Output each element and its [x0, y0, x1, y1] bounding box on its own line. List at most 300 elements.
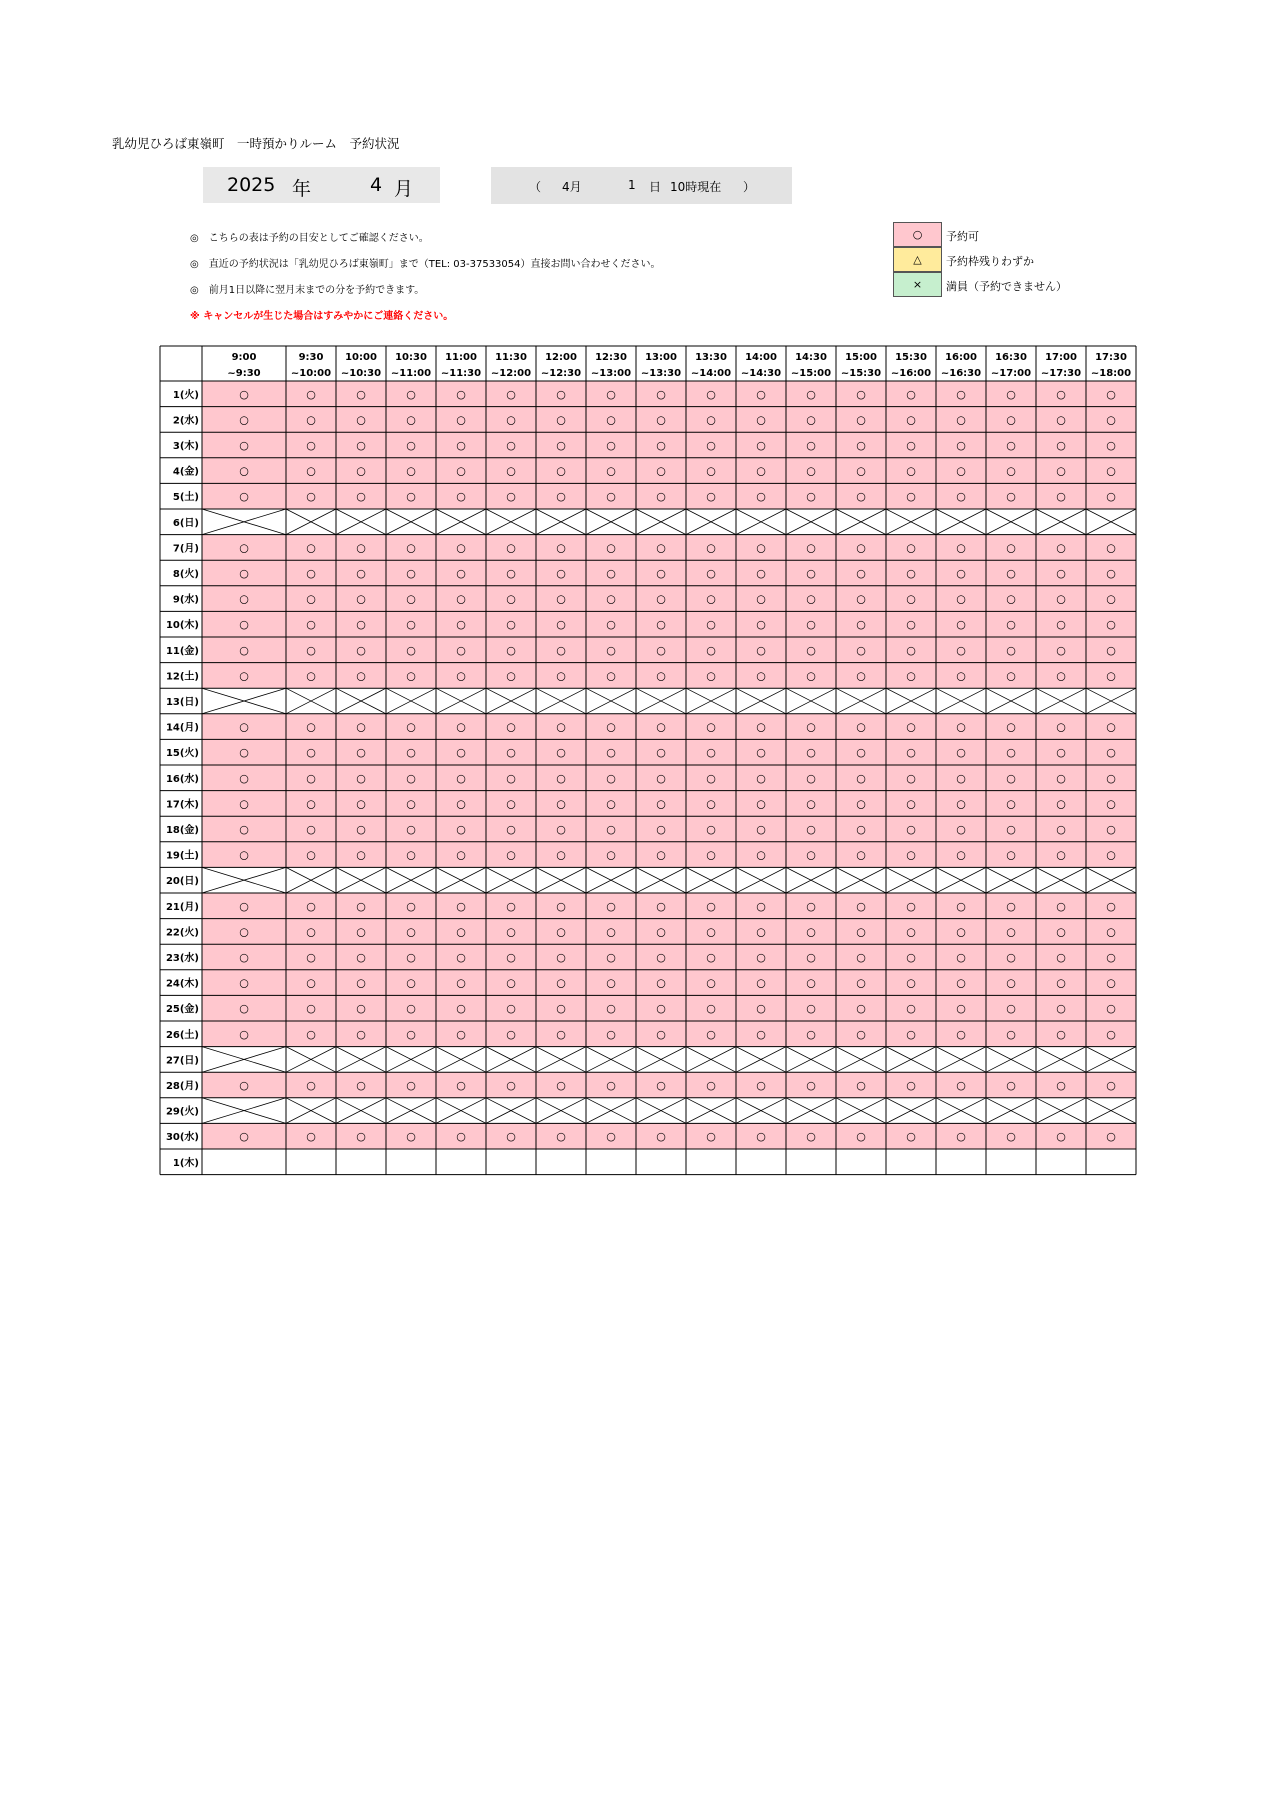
- slot-available-mark: ○: [1006, 848, 1016, 862]
- slot-available-mark: ○: [239, 951, 249, 964]
- slot-available-mark: ○: [756, 951, 766, 964]
- row-date-label: 29(火): [165, 1106, 199, 1118]
- slot-available-mark: ○: [356, 387, 366, 401]
- slot-available-mark: ○: [906, 669, 916, 683]
- slot-available-mark: ○: [756, 771, 766, 785]
- row-date-label: 15(火): [165, 748, 199, 760]
- slot-available-mark: ○: [806, 746, 816, 760]
- slot-available-mark: ○: [956, 823, 966, 836]
- slot-available-mark: ○: [956, 899, 966, 913]
- slot-available-mark: ○: [956, 387, 966, 401]
- slot-available-mark: ○: [406, 720, 416, 734]
- slot-available-mark: ○: [556, 464, 566, 478]
- slot-available-mark: ○: [556, 413, 566, 427]
- slot-available-mark: ○: [756, 899, 766, 913]
- slot-available-mark: ○: [1056, 797, 1066, 811]
- row-date-label: 23(水): [165, 953, 199, 964]
- slot-available-mark: ○: [756, 848, 766, 862]
- slot-available-mark: ○: [406, 1079, 416, 1092]
- row-date-label: 30(水): [165, 1132, 199, 1144]
- slot-available-mark: ○: [1056, 669, 1066, 683]
- slot-available-mark: ○: [956, 567, 966, 580]
- slot-available-mark: ○: [906, 771, 916, 785]
- slot-available-mark: ○: [306, 413, 316, 427]
- slot-available-mark: ○: [556, 746, 566, 760]
- slot-available-mark: ○: [856, 618, 866, 632]
- slot-available-mark: ○: [606, 1079, 616, 1092]
- slot-available-mark: ○: [806, 592, 816, 606]
- slot-available-mark: ○: [406, 1027, 416, 1041]
- row-date-label: 28(月): [165, 1081, 199, 1092]
- slot-available-mark: ○: [239, 413, 249, 427]
- legend-few-left-swatch: △: [893, 247, 942, 272]
- slot-available-mark: ○: [1056, 592, 1066, 606]
- slot-available-mark: ○: [656, 720, 666, 734]
- row-date-label: 6(日): [172, 517, 199, 529]
- slot-available-mark: ○: [1056, 643, 1066, 657]
- column-header-end: ~15:30: [840, 368, 882, 379]
- slot-available-mark: ○: [1106, 1002, 1116, 1016]
- slot-available-mark: ○: [356, 925, 366, 939]
- slot-available-mark: ○: [656, 413, 666, 427]
- slot-available-mark: ○: [756, 464, 766, 478]
- slot-available-mark: ○: [856, 1079, 866, 1092]
- column-header-start: 11:00: [445, 352, 477, 363]
- slot-available-mark: ○: [856, 899, 866, 913]
- row-date-label: 3(木): [172, 441, 199, 452]
- slot-available-mark: ○: [1106, 464, 1116, 478]
- month-value: 4: [370, 174, 383, 196]
- year-unit: 年: [292, 178, 312, 200]
- slot-available-mark: ○: [556, 643, 566, 657]
- slot-available-mark: ○: [906, 592, 916, 606]
- slot-available-mark: ○: [656, 643, 666, 657]
- slot-available-mark: ○: [456, 823, 466, 836]
- slot-available-mark: ○: [356, 643, 366, 657]
- slot-available-mark: ○: [706, 669, 716, 683]
- slot-available-mark: ○: [706, 464, 716, 478]
- as-of-close-paren: ）: [743, 180, 756, 194]
- slot-available-mark: ○: [406, 413, 416, 427]
- slot-available-mark: ○: [456, 643, 466, 657]
- note-line-1: ◎ こちらの表は予約の目安としてご確認ください。: [190, 233, 429, 244]
- slot-available-mark: ○: [239, 899, 249, 913]
- slot-available-mark: ○: [356, 976, 366, 990]
- slot-available-mark: ○: [239, 1130, 249, 1144]
- slot-available-mark: ○: [606, 541, 616, 555]
- slot-available-mark: ○: [356, 592, 366, 606]
- slot-available-mark: ○: [456, 1079, 466, 1092]
- slot-available-mark: ○: [356, 1130, 366, 1144]
- column-header-end: ~10:30: [340, 368, 382, 379]
- row-date-label: 27(日): [165, 1055, 199, 1067]
- slot-available-mark: ○: [406, 771, 416, 785]
- slot-available-mark: ○: [956, 541, 966, 555]
- slot-available-mark: ○: [556, 669, 566, 683]
- slot-available-mark: ○: [356, 464, 366, 478]
- slot-available-mark: ○: [239, 771, 249, 785]
- slot-available-mark: ○: [806, 1130, 816, 1144]
- slot-available-mark: ○: [656, 1130, 666, 1144]
- slot-available-mark: ○: [756, 490, 766, 504]
- slot-available-mark: ○: [556, 1079, 566, 1092]
- slot-available-mark: ○: [706, 720, 716, 734]
- row-date-label: 10(木): [165, 620, 199, 632]
- slot-available-mark: ○: [856, 592, 866, 606]
- slot-available-mark: ○: [456, 1002, 466, 1016]
- slot-available-mark: ○: [356, 439, 366, 452]
- slot-available-mark: ○: [706, 951, 716, 964]
- slot-available-mark: ○: [706, 490, 716, 504]
- slot-available-mark: ○: [356, 771, 366, 785]
- slot-available-mark: ○: [706, 439, 716, 452]
- slot-available-mark: ○: [956, 669, 966, 683]
- slot-available-mark: ○: [356, 848, 366, 862]
- slot-available-mark: ○: [956, 1130, 966, 1144]
- slot-available-mark: ○: [706, 976, 716, 990]
- slot-available-mark: ○: [1006, 1130, 1016, 1144]
- slot-available-mark: ○: [606, 951, 616, 964]
- slot-available-mark: ○: [956, 848, 966, 862]
- slot-available-mark: ○: [456, 771, 466, 785]
- slot-available-mark: ○: [556, 848, 566, 862]
- slot-available-mark: ○: [1006, 951, 1016, 964]
- slot-available-mark: ○: [956, 925, 966, 939]
- column-header-start: 16:00: [945, 352, 977, 363]
- slot-available-mark: ○: [306, 490, 316, 504]
- slot-available-mark: ○: [556, 439, 566, 452]
- column-header-start: 13:00: [645, 352, 677, 363]
- slot-available-mark: ○: [1006, 439, 1016, 452]
- slot-available-mark: ○: [1106, 439, 1116, 452]
- slot-available-mark: ○: [1056, 1002, 1066, 1016]
- slot-available-mark: ○: [606, 797, 616, 811]
- slot-available-mark: ○: [806, 951, 816, 964]
- slot-available-mark: ○: [306, 464, 316, 478]
- slot-available-mark: ○: [656, 1002, 666, 1016]
- slot-available-mark: ○: [806, 848, 816, 862]
- slot-available-mark: ○: [556, 1027, 566, 1041]
- slot-available-mark: ○: [956, 1002, 966, 1016]
- slot-available-mark: ○: [1056, 618, 1066, 632]
- slot-available-mark: ○: [606, 618, 616, 632]
- slot-available-mark: ○: [356, 1002, 366, 1016]
- slot-available-mark: ○: [806, 439, 816, 452]
- slot-available-mark: ○: [556, 541, 566, 555]
- slot-available-mark: ○: [606, 925, 616, 939]
- slot-available-mark: ○: [606, 567, 616, 580]
- column-header-end: ~15:00: [790, 368, 832, 379]
- slot-available-mark: ○: [1056, 464, 1066, 478]
- slot-available-mark: ○: [706, 925, 716, 939]
- slot-available-mark: ○: [1056, 1027, 1066, 1041]
- slot-available-mark: ○: [656, 618, 666, 632]
- slot-available-mark: ○: [606, 899, 616, 913]
- slot-available-mark: ○: [1106, 618, 1116, 632]
- slot-available-mark: ○: [406, 848, 416, 862]
- slot-available-mark: ○: [606, 592, 616, 606]
- slot-available-mark: ○: [606, 746, 616, 760]
- slot-available-mark: ○: [406, 797, 416, 811]
- column-header-start: 16:30: [995, 352, 1027, 363]
- slot-available-mark: ○: [806, 618, 816, 632]
- page-title: 乳幼児ひろば東嶺町 一時預かりルーム 予約状況: [112, 136, 400, 151]
- slot-available-mark: ○: [956, 439, 966, 452]
- slot-available-mark: ○: [906, 1002, 916, 1016]
- slot-available-mark: ○: [306, 387, 316, 401]
- slot-available-mark: ○: [906, 746, 916, 760]
- slot-available-mark: ○: [239, 387, 249, 401]
- slot-available-mark: ○: [1106, 1027, 1116, 1041]
- slot-available-mark: ○: [756, 720, 766, 734]
- slot-available-mark: ○: [556, 387, 566, 401]
- row-date-label: 16(水): [165, 773, 199, 785]
- slot-available-mark: ○: [239, 490, 249, 504]
- slot-available-mark: ○: [856, 413, 866, 427]
- slot-available-mark: ○: [906, 387, 916, 401]
- slot-available-mark: ○: [656, 797, 666, 811]
- slot-available-mark: ○: [806, 1002, 816, 1016]
- slot-available-mark: ○: [856, 823, 866, 836]
- slot-available-mark: ○: [756, 1130, 766, 1144]
- row-date-label: 14(月): [165, 722, 199, 734]
- slot-available-mark: ○: [606, 976, 616, 990]
- slot-available-mark: ○: [756, 669, 766, 683]
- slot-available-mark: ○: [1006, 464, 1016, 478]
- slot-available-mark: ○: [806, 797, 816, 811]
- column-header-start: 17:00: [1045, 352, 1077, 363]
- column-header-start: 12:00: [545, 352, 577, 363]
- slot-available-mark: ○: [556, 1002, 566, 1016]
- slot-available-mark: ○: [1006, 925, 1016, 939]
- slot-available-mark: ○: [1106, 951, 1116, 964]
- slot-available-mark: ○: [656, 976, 666, 990]
- slot-available-mark: ○: [656, 771, 666, 785]
- as-of-open-paren: （: [529, 180, 542, 194]
- slot-available-mark: ○: [656, 746, 666, 760]
- slot-available-mark: ○: [506, 1130, 516, 1144]
- column-header-start: 11:30: [495, 352, 527, 363]
- slot-available-mark: ○: [406, 1002, 416, 1016]
- slot-available-mark: ○: [1056, 720, 1066, 734]
- slot-available-mark: ○: [306, 720, 316, 734]
- column-header-start: 14:30: [795, 352, 827, 363]
- slot-available-mark: ○: [656, 541, 666, 555]
- slot-available-mark: ○: [239, 669, 249, 683]
- slot-available-mark: ○: [606, 1027, 616, 1041]
- slot-available-mark: ○: [956, 464, 966, 478]
- slot-available-mark: ○: [306, 1079, 316, 1092]
- slot-available-mark: ○: [506, 976, 516, 990]
- slot-available-mark: ○: [239, 746, 249, 760]
- slot-available-mark: ○: [456, 592, 466, 606]
- slot-available-mark: ○: [239, 618, 249, 632]
- slot-available-mark: ○: [356, 797, 366, 811]
- slot-available-mark: ○: [956, 951, 966, 964]
- slot-available-mark: ○: [506, 899, 516, 913]
- slot-available-mark: ○: [706, 797, 716, 811]
- slot-available-mark: ○: [356, 618, 366, 632]
- slot-available-mark: ○: [706, 1002, 716, 1016]
- column-header-start: 17:30: [1095, 352, 1127, 363]
- slot-available-mark: ○: [656, 848, 666, 862]
- slot-available-mark: ○: [1056, 439, 1066, 452]
- slot-available-mark: ○: [756, 618, 766, 632]
- slot-available-mark: ○: [239, 848, 249, 862]
- slot-available-mark: ○: [239, 643, 249, 657]
- slot-available-mark: ○: [456, 1130, 466, 1144]
- slot-available-mark: ○: [906, 951, 916, 964]
- slot-available-mark: ○: [1106, 387, 1116, 401]
- slot-available-mark: ○: [756, 1002, 766, 1016]
- slot-available-mark: ○: [1056, 541, 1066, 555]
- slot-available-mark: ○: [1106, 541, 1116, 555]
- slot-available-mark: ○: [356, 720, 366, 734]
- slot-available-mark: ○: [306, 1027, 316, 1041]
- slot-available-mark: ○: [406, 823, 416, 836]
- slot-available-mark: ○: [306, 771, 316, 785]
- slot-available-mark: ○: [606, 464, 616, 478]
- slot-available-mark: ○: [856, 951, 866, 964]
- slot-available-mark: ○: [706, 1027, 716, 1041]
- slot-available-mark: ○: [239, 976, 249, 990]
- legend-full-swatch: ×: [893, 272, 942, 297]
- slot-available-mark: ○: [356, 899, 366, 913]
- as-of-time: 10時現在: [670, 180, 722, 194]
- slot-available-mark: ○: [506, 1027, 516, 1041]
- slot-available-mark: ○: [856, 643, 866, 657]
- slot-available-mark: ○: [606, 439, 616, 452]
- column-header-end: ~12:00: [490, 368, 532, 379]
- slot-available-mark: ○: [506, 413, 516, 427]
- slot-available-mark: ○: [1056, 848, 1066, 862]
- slot-available-mark: ○: [806, 464, 816, 478]
- slot-available-mark: ○: [906, 490, 916, 504]
- slot-available-mark: ○: [856, 464, 866, 478]
- slot-available-mark: ○: [556, 951, 566, 964]
- column-header-start: 12:30: [595, 352, 627, 363]
- slot-available-mark: ○: [856, 1130, 866, 1144]
- column-header-start: 9:30: [298, 352, 324, 363]
- slot-available-mark: ○: [706, 592, 716, 606]
- slot-available-mark: ○: [356, 541, 366, 555]
- slot-available-mark: ○: [456, 848, 466, 862]
- slot-available-mark: ○: [406, 976, 416, 990]
- slot-available-mark: ○: [806, 413, 816, 427]
- slot-available-mark: ○: [656, 823, 666, 836]
- slot-available-mark: ○: [1106, 925, 1116, 939]
- note-line-2: ◎ 直近の予約状況は「乳幼児ひろば東嶺町」まで（TEL: 03-37533054）直接お問い合わせください。: [190, 259, 661, 270]
- slot-available-mark: ○: [556, 720, 566, 734]
- slot-available-mark: ○: [456, 413, 466, 427]
- slot-available-mark: ○: [506, 618, 516, 632]
- slot-available-mark: ○: [656, 1079, 666, 1092]
- slot-available-mark: ○: [1006, 413, 1016, 427]
- slot-available-mark: ○: [906, 1027, 916, 1041]
- slot-available-mark: ○: [706, 643, 716, 657]
- slot-available-mark: ○: [806, 541, 816, 555]
- column-header-start: 15:30: [895, 352, 927, 363]
- month-unit: 月: [394, 178, 414, 200]
- slot-available-mark: ○: [239, 1002, 249, 1016]
- slot-available-mark: ○: [1106, 413, 1116, 427]
- slot-available-mark: ○: [806, 567, 816, 580]
- row-date-label: 4(金): [172, 466, 199, 478]
- row-date-label: 22(火): [165, 927, 199, 939]
- slot-available-mark: ○: [306, 976, 316, 990]
- slot-available-mark: ○: [1056, 387, 1066, 401]
- row-date-label: 20(日): [165, 876, 199, 888]
- slot-available-mark: ○: [356, 413, 366, 427]
- slot-available-mark: ○: [856, 387, 866, 401]
- slot-available-mark: ○: [1006, 387, 1016, 401]
- slot-available-mark: ○: [306, 746, 316, 760]
- slot-available-mark: ○: [656, 464, 666, 478]
- slot-available-mark: ○: [456, 1027, 466, 1041]
- slot-available-mark: ○: [456, 669, 466, 683]
- slot-available-mark: ○: [1056, 823, 1066, 836]
- slot-available-mark: ○: [806, 643, 816, 657]
- slot-available-mark: ○: [756, 413, 766, 427]
- slot-available-mark: ○: [656, 925, 666, 939]
- slot-available-mark: ○: [406, 541, 416, 555]
- slot-available-mark: ○: [1106, 643, 1116, 657]
- row-date-label: 24(木): [165, 978, 199, 990]
- slot-available-mark: ○: [506, 746, 516, 760]
- year-value: 2025: [227, 174, 276, 196]
- slot-available-mark: ○: [706, 541, 716, 555]
- slot-available-mark: ○: [756, 1027, 766, 1041]
- slot-available-mark: ○: [806, 976, 816, 990]
- slot-available-mark: ○: [556, 925, 566, 939]
- slot-available-mark: ○: [906, 925, 916, 939]
- slot-available-mark: ○: [556, 899, 566, 913]
- slot-available-mark: ○: [1006, 1027, 1016, 1041]
- slot-available-mark: ○: [306, 797, 316, 811]
- slot-available-mark: ○: [406, 925, 416, 939]
- slot-available-mark: ○: [656, 899, 666, 913]
- slot-available-mark: ○: [656, 951, 666, 964]
- slot-available-mark: ○: [856, 771, 866, 785]
- slot-available-mark: ○: [1106, 976, 1116, 990]
- row-date-label: 17(木): [165, 799, 199, 811]
- slot-available-mark: ○: [906, 567, 916, 580]
- slot-available-mark: ○: [906, 643, 916, 657]
- slot-available-mark: ○: [756, 976, 766, 990]
- slot-available-mark: ○: [556, 490, 566, 504]
- slot-available-mark: ○: [239, 797, 249, 811]
- slot-available-mark: ○: [356, 951, 366, 964]
- slot-available-mark: ○: [856, 439, 866, 452]
- slot-available-mark: ○: [1006, 567, 1016, 580]
- row-date-label: 8(火): [172, 569, 199, 580]
- row-date-label: 9(水): [172, 594, 199, 606]
- slot-available-mark: ○: [1006, 1002, 1016, 1016]
- slot-available-mark: ○: [756, 1079, 766, 1092]
- slot-available-mark: ○: [306, 439, 316, 452]
- slot-available-mark: ○: [506, 951, 516, 964]
- slot-available-mark: ○: [356, 490, 366, 504]
- slot-available-mark: ○: [306, 567, 316, 580]
- slot-available-mark: ○: [239, 567, 249, 580]
- slot-available-mark: ○: [706, 848, 716, 862]
- slot-available-mark: ○: [606, 1002, 616, 1016]
- slot-available-mark: ○: [1006, 976, 1016, 990]
- slot-available-mark: ○: [856, 976, 866, 990]
- legend-available-label: 予約可: [946, 230, 979, 243]
- slot-available-mark: ○: [906, 439, 916, 452]
- slot-available-mark: ○: [239, 1027, 249, 1041]
